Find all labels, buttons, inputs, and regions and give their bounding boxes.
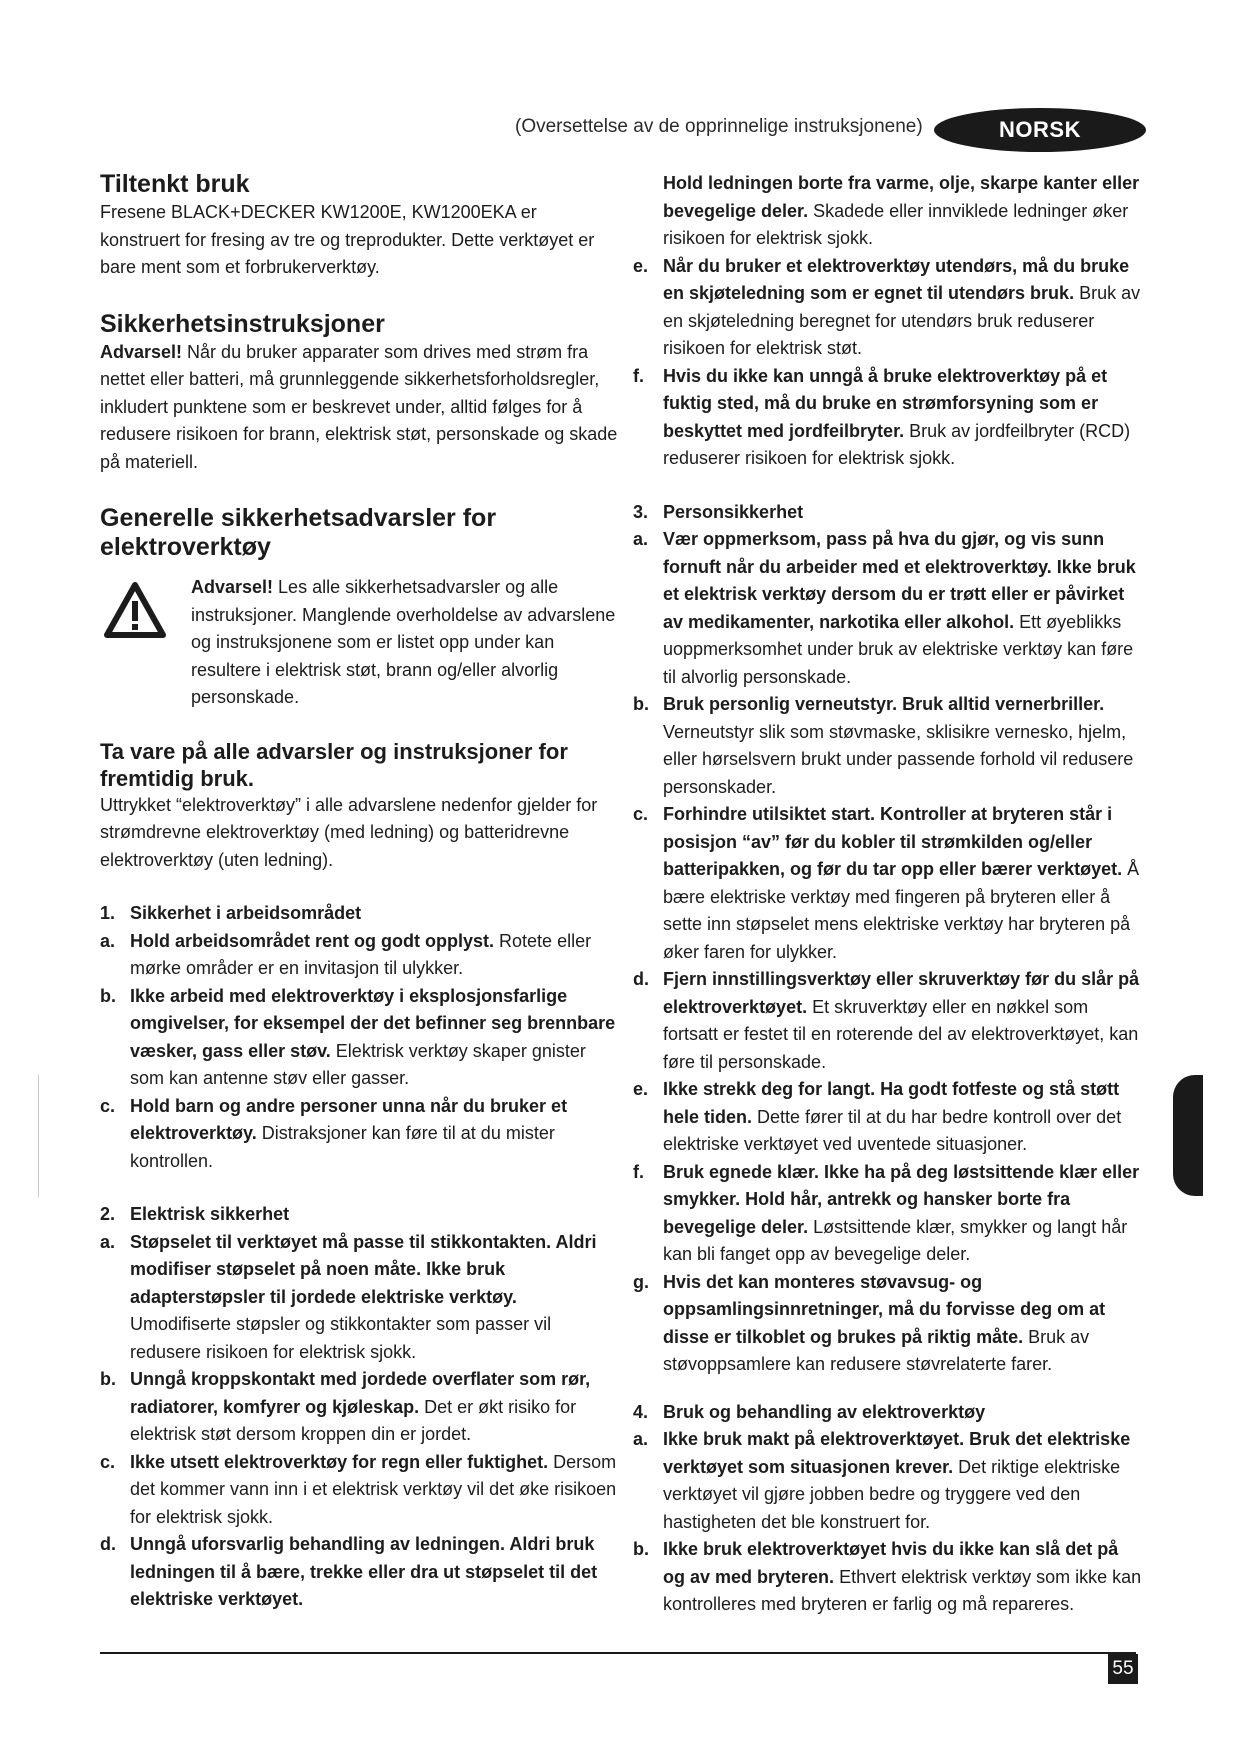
safety-heading: Sikkerhetsinstruksjoner	[100, 309, 385, 338]
list-item: a. Ikke bruk makt på elektroverktøyet. Bruk det elektriske verktøyet som situasjonen krever. Det riktige elektriske verktøyet vil gjøre jobben bedre og tryggere ved den hastigheten det ble konstruert for.	[633, 1429, 1131, 1532]
intended-use-text: Fresene BLACK+DECKER KW1200E, KW1200EKA er konstruert for fresing av tre og treprodukter. Dette verktøyet er bare ment som et forbrukerverktøy.	[100, 202, 595, 277]
language-badge: NORSK	[934, 108, 1146, 152]
section-heading-electrical: 2. Elektrisk sikkerhet	[100, 1204, 290, 1224]
keep-instructions-text: Uttrykket “elektroverktøy” i alle advarslene nedenfor gjelder for strømdrevne elektroverktøy (med ledning) og batteridrevne elektroverktøy (uten ledning).	[100, 794, 598, 870]
list-item: b. Bruk personlig verneutstyr. Bruk alltid vernerbriller. Verneutstyr slik som støvmaske, sklisikre vernesko, hjelm, eller hørselsvern brukt under passende forhold vil redusere personskader.	[633, 694, 1134, 797]
list-item: c. Forhindre utilsiktet start. Kontroller at bryteren står i posisjon “av” før du kobler til strømkilden og/eller batteripakken, og før du tar opp eller bærer verktøyet. Å bære elektriske verktøy med fingeren på bryteren eller å sette inn støpselet mens elektriske verktøy har bryteren på øker faren for ulykker.	[633, 804, 1140, 962]
keep-instructions-heading: Ta vare på alle advarsler og instruksjoner for fremtidig bruk.	[100, 738, 568, 791]
translation-note: (Oversettelse av de opprinnelige instruksjonene)	[515, 116, 923, 137]
margin-mark	[38, 1075, 39, 1197]
section-heading-tool-use: 4. Bruk og behandling av elektroverktøy	[633, 1401, 986, 1422]
safety-warning	[100, 339, 620, 477]
list-item: g. Hvis det kan monteres støvavsug- og oppsamlingsinnretninger, må du forvisse deg om at disse er tilkoblet og brukes på riktig måte. Bruk av støvoppsamlere kan redusere støvrelaterte farer.	[633, 1271, 1106, 1374]
list-item: b. Ikke arbeid med elektroverktøy i eksplosjonsfarlige omgivelser, for eksempel der det befinner seg brennbare væsker, gass eller støv. Elektrisk verktøy skaper gnister som kan antenne støv eller gasser.	[100, 985, 616, 1088]
list-item: b. Unngå kroppskontakt med jordede overflater som rør, radiatorer, komfyrer og kjøleskap. Det er økt risiko for elektrisk støt dersom kroppen din er jordet.	[100, 1369, 591, 1444]
general-warnings-heading: Generelle sikkerhetsadvarsler for elektroverktøy	[100, 504, 497, 561]
section-heading-personal: 3. Personsikkerhet	[633, 501, 804, 522]
warning-text: Les alle sikkerhetsadvarsler og alle instruksjoner. Manglende overholdelse av advarslene og instruksjonene som er listet opp under kan resultere i elektrisk støt, brann og/eller alvorlig personskade.	[191, 577, 616, 707]
list-item: a. Hold arbeidsområdet rent og godt opplyst. Rotete eller mørke områder er en invitasjon til ulykker.	[100, 930, 592, 978]
section-heading-work-area: 1. Sikkerhet i arbeidsområdet	[100, 903, 362, 923]
warning-label: Advarsel!	[191, 577, 274, 597]
list-item: a. Vær oppmerksom, pass på hva du gjør, og vis sunn fornuft når du arbeider med et elektroverktøy. Ikke bruk et elektrisk verktøy dersom du er trøtt eller er påvirket av medikamenter, narkotika eller alkohol. Ett øyeblikks uoppmerksomhet under bruk av elektriske verktøy kan føre til alvorlig personskade.	[633, 529, 1136, 687]
list-item-continued: Hold ledningen borte fra varme, olje, skarpe kanter eller bevegelige deler. Skadede eller innviklede ledninger øker risikoen for elektrisk sjokk.	[663, 173, 1140, 248]
list-item: e. Når du bruker et elektroverktøy utendørs, må du bruke en skjøteledning som er egnet til utendørs bruk. Bruk av en skjøteledning beregnet for utendørs bruk reduserer risikoen for elektrisk støt.	[633, 255, 1141, 358]
page-number: 55	[1108, 1654, 1138, 1684]
intended-use-heading: Tiltenkt bruk	[100, 170, 250, 198]
general-warning-text	[191, 574, 620, 712]
list-item: d. Unngå uforsvarlig behandling av ledningen. Aldri bruk ledningen til å bære, trekke eller dra ut støpselet til det elektriske verktøyet.	[100, 1534, 598, 1609]
list-item: f. Hvis du ikke kan unngå å bruke elektroverktøy på et fuktig sted, må du bruke en strømforsyning som er beskyttet med jordfeilbryter. Bruk av jordfeilbryter (RCD) reduserer risikoen for elektrisk sjokk.	[633, 365, 1131, 468]
warning-block	[100, 574, 620, 712]
list-item: b. Ikke bruk elektroverktøyet hvis du ikke kan slå det på og av med bryteren. Ethvert elektrisk verktøy som ikke kan kontrolleres med bryteren er farlig og må repareres.	[633, 1539, 1142, 1614]
list-item: d. Fjern innstillingsverktøy eller skruverktøy før du slår på elektroverktøyet. Et skruverktøy eller en nøkkel som fortsatt er festet til en roterende del av elektroverktøyet, kan føre til personskade.	[633, 969, 1140, 1072]
warning-label: Advarsel!	[100, 341, 183, 362]
left-column	[100, 170, 620, 1614]
right-column	[633, 170, 1145, 1619]
list-item: c. Hold barn og andre personer unna når du bruker et elektroverktøy. Distraksjoner kan føre til at du mister kontrollen.	[100, 1095, 568, 1171]
warning-triangle-icon	[104, 582, 166, 638]
list-item: e. Ikke strekk deg for langt. Ha godt fotfeste og stå støtt hele tiden. Dette fører til at du har bedre kontroll over det elektriske verktøyet ved uventede situasjoner.	[633, 1079, 1122, 1154]
list-item: f. Bruk egnede klær. Ikke ha på deg løstsittende klær eller smykker. Hold hår, antrekk og hansker borte fra bevegelige deler. Løstsittende klær, smykker og langt hår kan bli fanget opp av bevegelige deler.	[633, 1161, 1140, 1264]
warning-text: Når du bruker apparater som drives med strøm fra nettet eller batteri, må grunnleggende sikkerhetsforholdsregler, inkludert punktene som er beskrevet under, alltid følges for å redusere risikoen for brann, elektrisk støt, personskade og skade på materiell.	[100, 341, 618, 472]
list-item: c. Ikke utsett elektroverktøy for regn eller fuktighet. Dersom det kommer vann inn i et elektrisk verktøy vil det øke risikoen for elektrisk sjokk.	[100, 1451, 617, 1527]
thumb-index-tab	[1173, 1075, 1203, 1196]
footer-rule	[100, 1652, 1136, 1654]
list-item: a. Støpselet til verktøyet må passe til stikkontakten. Aldri modifiser støpselet på noen måte. Ikke bruk adapterstøpsler til jordede elektriske verktøy. Umodifiserte støpsler og stikkontakter som passer vil redusere risikoen for elektrisk sjokk.	[100, 1231, 597, 1362]
